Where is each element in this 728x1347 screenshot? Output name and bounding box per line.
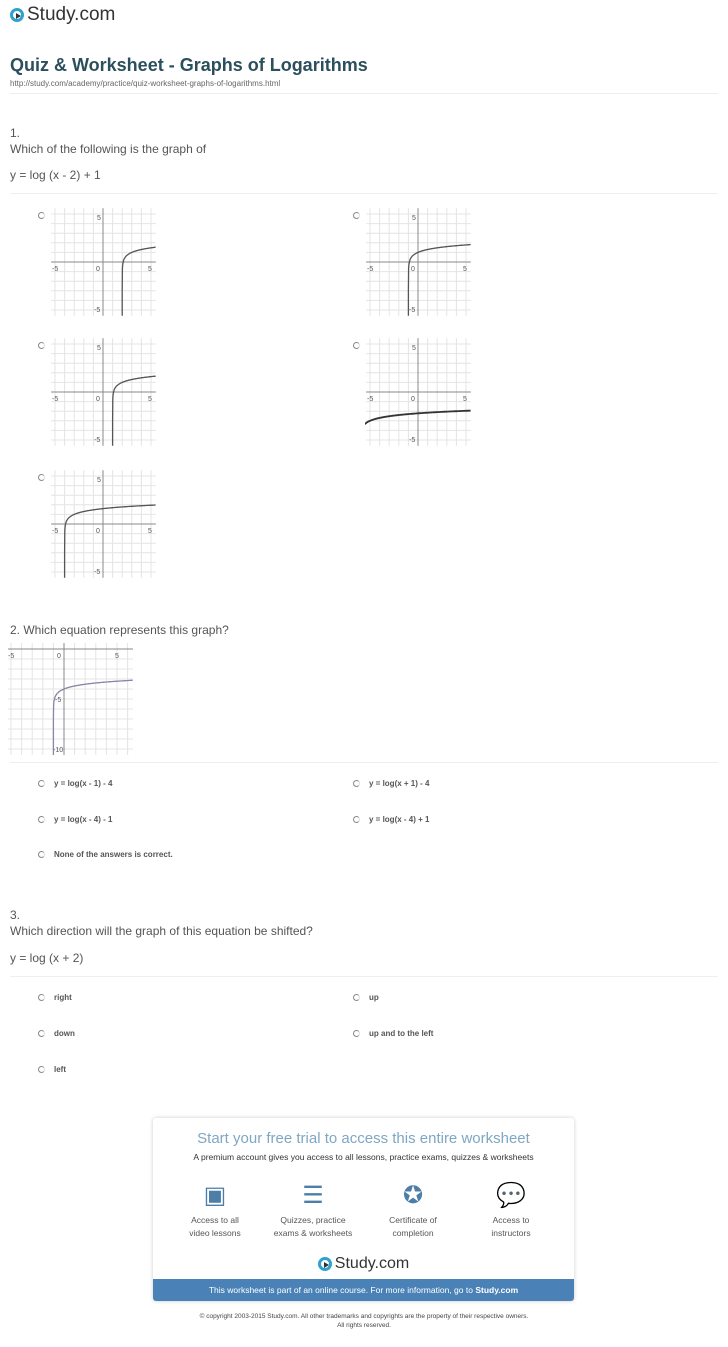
page-url: http://study.com/academy/practice/quiz-worksheet-graphs-of-logarithms.html xyxy=(10,79,281,88)
q1-option-4-radio[interactable] xyxy=(353,342,360,349)
q2-option[interactable] xyxy=(353,815,429,824)
q3-option[interactable] xyxy=(353,1029,433,1038)
radio-button[interactable] xyxy=(38,851,45,858)
q2-option[interactable] xyxy=(38,779,112,788)
tick-label: 0 xyxy=(96,528,100,535)
tick-label: 5 xyxy=(412,345,416,352)
q3-equation: y = log (x + 2) xyxy=(10,951,84,965)
option-label: y = log(x + 1) - 4 xyxy=(369,779,430,788)
tick-label: 5 xyxy=(97,345,101,352)
divider xyxy=(10,93,718,94)
tick-label: -5 xyxy=(94,307,101,314)
q2-text: 2. Which equation represents this graph? xyxy=(10,623,229,637)
tick-label: 5 xyxy=(148,528,152,535)
tick-label: -5 xyxy=(52,266,59,273)
q1-option-2-graph xyxy=(365,208,475,324)
radio-button[interactable] xyxy=(353,816,360,823)
q3-option[interactable] xyxy=(353,993,379,1002)
q1-option-5-radio[interactable] xyxy=(38,474,45,481)
log-curve xyxy=(65,505,156,578)
tick-label: -5 xyxy=(409,437,416,444)
q1-text: Which of the following is the graph of xyxy=(10,142,207,156)
option-label: down xyxy=(54,1029,75,1038)
q1-option-1-graph xyxy=(50,208,160,324)
video-monitor-icon: ▣ xyxy=(203,1182,227,1209)
divider xyxy=(10,976,718,977)
option-label: None of the answers is correct. xyxy=(54,850,173,859)
option-label: up xyxy=(369,993,379,1002)
tick-label: 5 xyxy=(115,653,119,660)
tick-label: -5 xyxy=(52,396,59,403)
q1-option-3-graph xyxy=(50,338,160,454)
q3-number: 3. xyxy=(10,908,21,922)
q1-option-4-graph xyxy=(365,338,475,454)
tick-label: -5 xyxy=(409,307,416,314)
course-info-bar[interactable]: This worksheet is part of an online course. For more information, go to Study.com xyxy=(153,1279,574,1301)
q3-option[interactable] xyxy=(38,1029,75,1038)
study-logo[interactable]: Study.com xyxy=(10,4,115,26)
feature-quizzes: ☰ Quizzes, practice exams & worksheets xyxy=(263,1178,363,1240)
q1-option-3-radio[interactable] xyxy=(38,342,45,349)
radio-button[interactable] xyxy=(353,780,360,787)
feature-instructors: 💬 Access to instructors xyxy=(461,1178,561,1240)
feature-video: ▣ Access to all video lessons xyxy=(165,1178,265,1240)
tick-label: 0 xyxy=(96,266,100,273)
study-link[interactable]: Study.com xyxy=(475,1285,519,1295)
radio-button[interactable] xyxy=(38,994,45,1001)
ribbon-icon: ✪ xyxy=(402,1182,424,1209)
radio-button[interactable] xyxy=(353,994,360,1001)
tick-label: -5 xyxy=(55,697,62,704)
tick-label: -5 xyxy=(52,528,59,535)
tick-label: -5 xyxy=(8,653,15,660)
option-label: y = log(x - 1) - 4 xyxy=(54,779,113,788)
tick-label: -5 xyxy=(367,396,374,403)
q2-option[interactable] xyxy=(353,779,429,788)
tick-label: 5 xyxy=(148,266,152,273)
radio-button[interactable] xyxy=(38,780,45,787)
copyright: © copyright 2003-2015 Study.com. All other trademarks and copyrights are the property of their respective owners. All rights reserved. xyxy=(199,1313,529,1329)
list-icon: ☰ xyxy=(302,1182,324,1209)
q3-option[interactable] xyxy=(38,1065,66,1074)
tick-label: 5 xyxy=(97,477,101,484)
radio-button[interactable] xyxy=(38,1030,45,1037)
option-label: y = log(x - 4) - 1 xyxy=(54,815,113,824)
q3-text: Which direction will the graph of this equation be shifted? xyxy=(10,924,313,938)
radio-button[interactable] xyxy=(38,816,45,823)
log-curve xyxy=(53,680,132,755)
play-logo-icon xyxy=(10,8,24,22)
promo-title: Start your free trial to access this entire worksheet xyxy=(197,1130,530,1147)
instructor-chat-icon: 💬 xyxy=(496,1182,526,1209)
option-label: left xyxy=(54,1065,66,1074)
promo-subtitle: A premium account gives you access to all lessons, practice exams, quizzes & worksheets xyxy=(193,1152,534,1162)
q1-option-2-radio[interactable] xyxy=(353,212,360,219)
tick-label: -5 xyxy=(94,437,101,444)
q1-number: 1. xyxy=(10,126,21,140)
tick-label: 0 xyxy=(57,653,61,660)
tick-label: -10 xyxy=(53,747,64,754)
q1-equation: y = log (x - 2) + 1 xyxy=(10,168,101,182)
q2-graph xyxy=(8,643,133,758)
option-label: up and to the left xyxy=(369,1029,434,1038)
tick-label: 0 xyxy=(96,396,100,403)
divider xyxy=(10,762,718,763)
promo-logo: Study.com xyxy=(153,1255,574,1273)
tick-label: 5 xyxy=(463,396,467,403)
divider xyxy=(10,193,718,194)
page-title: Quiz & Worksheet - Graphs of Logarithms xyxy=(10,55,368,75)
tick-label: 5 xyxy=(148,396,152,403)
q1-option-1-radio[interactable] xyxy=(38,212,45,219)
tick-label: 0 xyxy=(411,396,415,403)
tick-label: -5 xyxy=(367,266,374,273)
play-logo-icon xyxy=(318,1257,332,1271)
tick-label: 5 xyxy=(412,215,416,222)
radio-button[interactable] xyxy=(353,1030,360,1037)
q2-option[interactable] xyxy=(38,850,173,859)
option-label: right xyxy=(54,993,72,1002)
radio-button[interactable] xyxy=(38,1066,45,1073)
free-trial-promo xyxy=(153,1118,574,1301)
tick-label: 5 xyxy=(97,215,101,222)
feature-certificate: ✪ Certificate of completion xyxy=(363,1178,463,1240)
tick-label: 0 xyxy=(411,266,415,273)
q1-option-5-graph xyxy=(50,470,160,586)
option-label: y = log(x - 4) + 1 xyxy=(369,815,430,824)
q2-option[interactable] xyxy=(38,815,112,824)
tick-label: -5 xyxy=(94,569,101,576)
tick-label: 5 xyxy=(463,266,467,273)
q3-option[interactable] xyxy=(38,993,72,1002)
